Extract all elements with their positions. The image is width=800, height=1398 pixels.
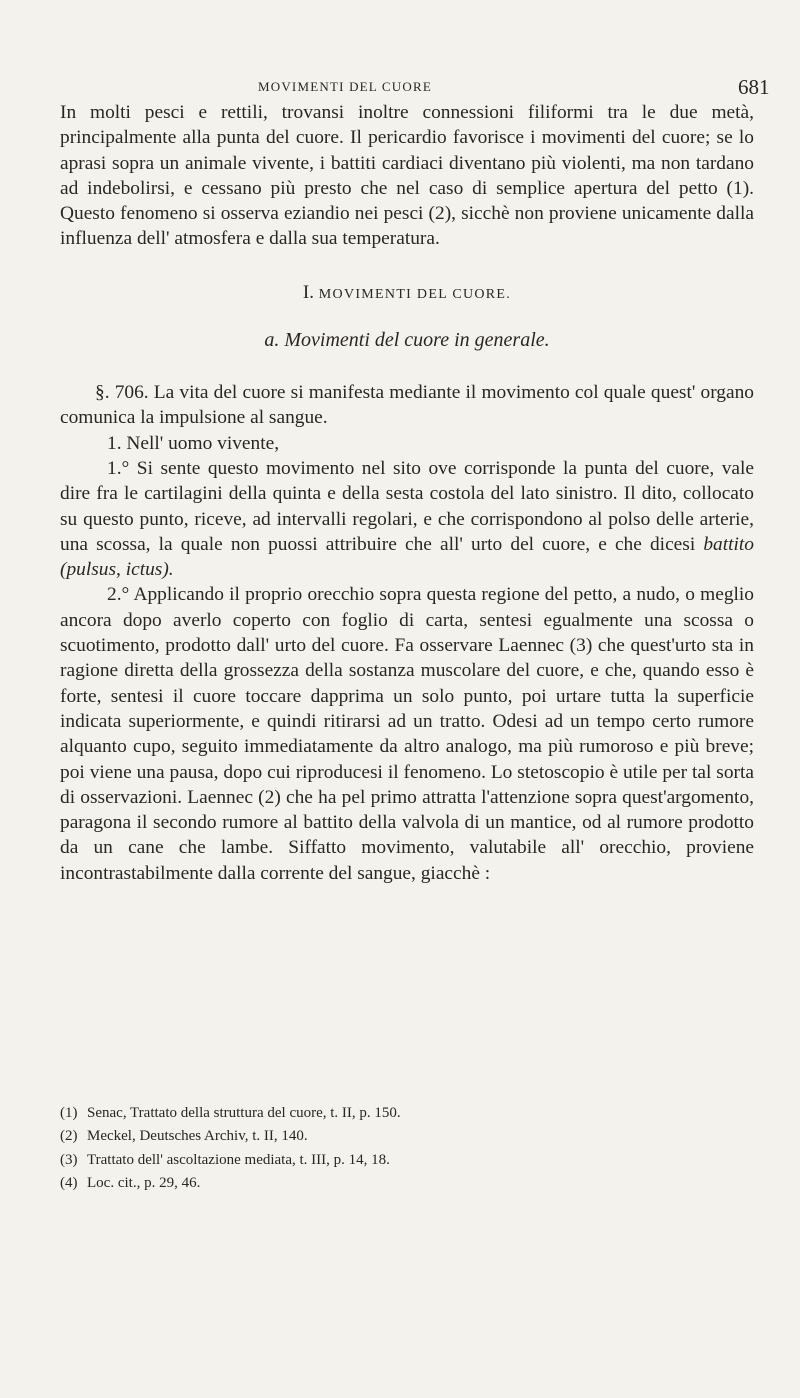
point-1-term: battito (pulsus, ictus). (60, 533, 754, 581)
intro-paragraph: In molti pesci e rettili, trovansi inoltre connessioni filiformi tra le due metà, principalmente alla punta del cuore. Il pericardio favorisce i movimenti del cuore; se lo aprasi sopra un animale vivente, i battiti cardiaci diventano più violenti, ma non tardano ad indebolirsi, e cessano più presto che nel caso di semplice apertura del petto (1). Questo fenomeno si osserva eziandio nei pesci (2), sicchè non proviene unicamente dalla influenza dell' atmosfera e dalla sua temperatura. (60, 102, 754, 250)
footnote-text: Senac, Trattato della struttura del cuore, t. II, p. 150. (87, 1105, 401, 1121)
footnotes (60, 1102, 754, 1195)
footnote-text: Trattato dell' ascoltazione mediata, t. III, p. 14, 18. (87, 1151, 390, 1168)
footnote-text: Loc. cit., p. 29, 46. (87, 1174, 201, 1191)
section-title: MOVIMENTI DEL CUORE. (318, 286, 512, 302)
footnote-number: (4) (60, 1174, 78, 1191)
section-number: I. (302, 281, 314, 303)
paragraph-point-2: 2.° Applicando il proprio orecchio sopra questa regione del petto, a nudo, o meglio ancora dopo averlo coperto con foglio di carta, sentesi egualmente una scossa o scuotimento, prodotto dall' urto del cuore. Fa osservare Laennec (3) che quest'urto sta in ragione diretta della grossezza della sostanza muscolare del cuore, e che, quando esso è forte, sentesi il cuore toccare dapprima un solo punto, poi urtare tutta la superficie indicata superiormente, e quindi ritirarsi ad un tratto. Odesi ad un tempo certo rumore alquanto cupo, seguito immediatamente da altro analogo, ma più rumoroso e più breve; poi viene una pausa, dopo cui riproducesi il fenomeno. Lo stetoscopio è utile per tal sorta di osservazioni. Laennec (2) che ha pel primo attratta l'attenzione sopra quest'argomento, paragona il secondo rumore al battito della valvola di un mantice, od al rumore prodotto da un cane che lambe. Siffatto movimento, valutabile all' orecchio, proviene incontrastabilmente dalla corrente del sangue, giacchè : (60, 584, 754, 884)
footnote (60, 1149, 754, 1172)
footnote (60, 1102, 754, 1125)
section-heading (60, 282, 754, 306)
footnote-number: (3) (60, 1151, 78, 1168)
footnote-text: Meckel, Deutsches Archiv, t. II, 140. (87, 1128, 308, 1145)
paragraph-point-1 (60, 456, 754, 582)
footnote-number: (1) (60, 1105, 78, 1121)
page-number: 681 (738, 75, 770, 99)
subsection-heading: a. Movimenti del cuore in generale. (264, 328, 550, 351)
paragraph-nell-uomo: 1. Nell' uomo vivente, (107, 432, 280, 454)
body-text (60, 100, 754, 886)
running-head (0, 75, 800, 99)
point-1-text: 1.° Si sente questo movimento nel sito ove corrisponde la punta del cuore, vale dire fra le cartilagini della quinta e della sesta costola del lato sinistro. Il dito, collocato su questo punto, riceve, ad intervalli regolari, e che corrispondono al polso delle arterie, una scossa, la quale non puossi attribuire che all' urto del cuore, e che dicesi (60, 457, 754, 555)
running-head-title: MOVIMENTI DEL CUORE (258, 79, 432, 94)
paragraph-706: §. 706. La vita del cuore si manifesta mediante il movimento col quale quest' organo comunica la impulsione al sangue. (60, 382, 754, 429)
footnote (60, 1172, 754, 1195)
footnote (60, 1125, 754, 1148)
footnote-number: (2) (60, 1128, 78, 1145)
